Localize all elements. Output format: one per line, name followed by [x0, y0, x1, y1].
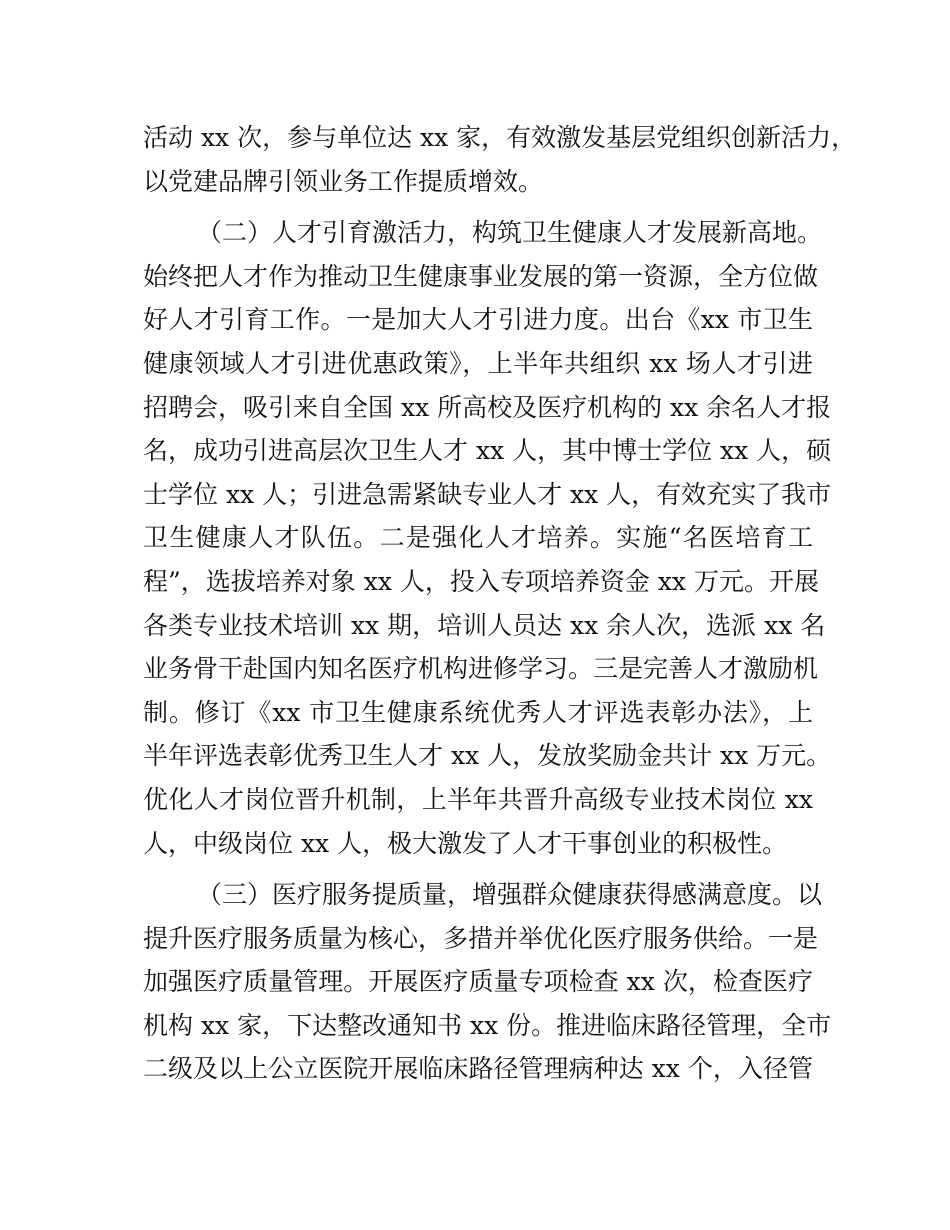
- document-body: [143, 116, 857, 1091]
- text-line: 提升医疗服务质量为核心，多措并举优化医疗服务供给。一是: [143, 923, 819, 953]
- text-line: 士学位 xx 人；引进急需紧缺专业人才 xx 人，有效充实了我市: [143, 479, 832, 509]
- text-line: 招聘会，吸引来自全国 xx 所高校及医疗机构的 xx 余名人才报: [143, 392, 832, 422]
- text-line: 半年评选表彰优秀卫生人才 xx 人，发放奖励金共计 xx 万元。: [143, 741, 832, 771]
- paragraph-talent: [143, 211, 832, 865]
- text-line: 加强医疗质量管理。开展医疗质量专项检查 xx 次，检查医疗: [143, 967, 813, 997]
- section-heading-line: （三）医疗服务提质量，增强群众健康获得感满意度。以: [197, 880, 823, 910]
- text-line: 业务骨干赴国内知名医疗机构进修学习。三是完善人才激励机: [143, 654, 819, 684]
- text-line: 始终把人才作为推动卫生健康事业发展的第一资源，全方位做: [143, 261, 819, 291]
- text-line: 程”，选拔培养对象 xx 人，投入专项培养资金 xx 万元。开展: [143, 566, 819, 596]
- section-heading-line: （二）人才引育激活力，构筑卫生健康人才发展新高地。: [197, 218, 823, 248]
- text-line: 优化人才岗位晋升机制，上半年共晋升高级专业技术岗位 xx: [143, 784, 813, 814]
- text-line: 各类专业技术培训 xx 期，培训人员达 xx 余人次，选派 xx 名: [143, 610, 826, 640]
- text-line: 卫生健康人才队伍。二是强化人才培养。实施“名医培育工: [143, 523, 813, 553]
- text-line: 以党建品牌引领业务工作提质增效。: [143, 166, 544, 196]
- paragraph-medical-service: [143, 873, 832, 1091]
- paragraph-continued: [143, 116, 857, 203]
- text-line: 机构 xx 家，下达整改通知书 xx 份。推进临床路径管理，全市: [143, 1010, 832, 1040]
- text-line: 活动 xx 次，参与单位达 xx 家，有效激发基层党组织创新活力，: [143, 123, 857, 152]
- text-line: 好人才引育工作。一是加大人才引进力度。出台《xx 市卫生: [143, 305, 813, 335]
- text-line: 二级及以上公立医院开展临床路径管理病种达 xx 个，入径管: [143, 1054, 813, 1084]
- text-line: 人，中级岗位 xx 人，极大激发了人才干事创业的积极性。: [143, 828, 788, 858]
- text-line: 名，成功引进高层次卫生人才 xx 人，其中博士学位 xx 人，硕: [143, 436, 832, 466]
- text-line: 制。修订《xx 市卫生健康系统优秀人才评选表彰办法》，上: [143, 697, 813, 727]
- text-line: 健康领域人才引进优惠政策》，上半年共组织 xx 场人才引进: [143, 348, 813, 378]
